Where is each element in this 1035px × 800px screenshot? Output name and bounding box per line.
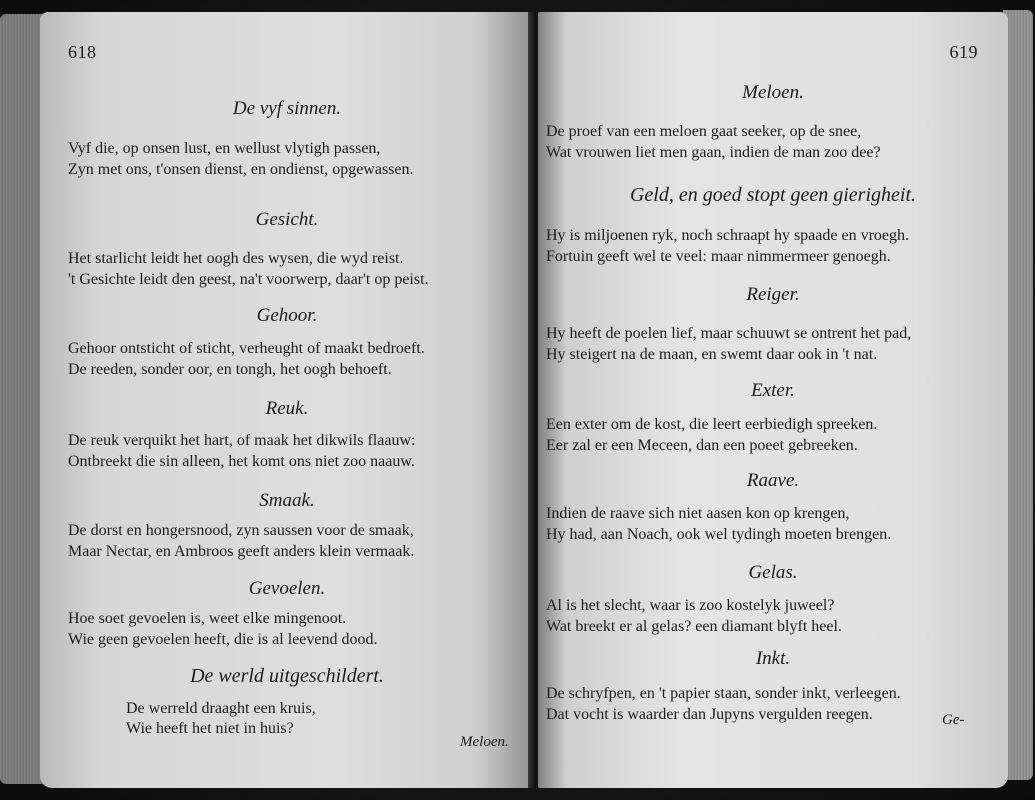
verse-line: Maar Nectar, en Ambroos geeft anders klein vermaak. — [68, 543, 415, 560]
verse-line: Zyn met ons, t'onsen dienst, en ondienst, opgewassen. — [68, 161, 414, 178]
page-number: 619 — [949, 42, 978, 62]
section-heading: Gelas. — [748, 562, 798, 583]
verse-line: Hoe soet gevoelen is, weet elke mingenoot. — [68, 610, 347, 627]
section-heading: Raave. — [746, 470, 800, 491]
catchword: Ge- — [942, 712, 965, 728]
verse-line: De schryfpen, en 't papier staan, sonder inkt, verleegen. — [546, 685, 901, 702]
verse-line: Fortuin geeft wel te veel: maar nimmermeer genoegh. — [546, 248, 891, 265]
section-heading: De werld uitgeschildert. — [190, 665, 384, 687]
catchword: Meloen. — [460, 734, 509, 750]
verse-line: Wie geen gevoelen heeft, die is al leevend dood. — [68, 631, 378, 648]
section-heading: Geld, en goed stopt geen gierigheit. — [629, 184, 917, 206]
verse-line: Wat vrouwen liet men gaan, indien de man zoo dee? — [546, 144, 881, 161]
section-heading: Inkt. — [755, 648, 791, 669]
verse-line: Indien de raave sich niet aasen kon op krengen, — [546, 505, 850, 522]
section-heading: Smaak. — [259, 490, 315, 511]
verse-line: Gehoor ontsticht of sticht, verheught of maakt bedroeft. — [68, 340, 425, 357]
left-page — [40, 12, 534, 788]
section-heading: Gesicht. — [255, 209, 319, 230]
verse-line: Hy heeft de poelen lief, maar schuuwt se ontrent het pad, — [546, 325, 912, 342]
verse-line: De proef van een meloen gaat seeker, op de snee, — [546, 123, 862, 140]
page-number: 618 — [68, 42, 97, 62]
verse-line: Het starlicht leidt het oogh des wysen, die wyd reist. — [68, 250, 404, 267]
section-heading: Gehoor. — [256, 305, 318, 326]
verse-line: Wat breekt er al gelas? een diamant blyft heel. — [546, 618, 842, 635]
verse-line: De dorst en hongersnood, zyn saussen voor de smaak, — [68, 522, 414, 539]
verse-line: Hy had, aan Noach, ook wel tydingh moeten brengen. — [546, 526, 892, 543]
section-heading: Exter. — [751, 380, 795, 401]
verse-line: Wie heeft het niet in huis? — [126, 720, 294, 737]
verse-line: Al is het slecht, waar is zoo kostelyk juweel? — [546, 597, 835, 614]
verse-line: De reeden, sonder oor, en tongh, het oogh behoeft. — [68, 361, 392, 378]
verse-line: Hy is miljoenen ryk, noch schraapt hy spaade en vroegh. — [546, 227, 910, 244]
section-heading: Meloen. — [742, 82, 804, 103]
section-heading: Reuk. — [265, 398, 309, 419]
verse-line: De werreld draaght een kruis, — [126, 700, 316, 717]
verse-line: Ontbreekt die sin alleen, het komt ons niet zoo naauw. — [68, 453, 415, 470]
section-heading: Gevoelen. — [248, 578, 326, 599]
verse-line: Hy steigert na de maan, en swemt daar ook in 't nat. — [546, 346, 878, 363]
verse-line: Eer zal er een Meceen, dan een poeet gebreeken. — [546, 437, 858, 454]
verse-line: Vyf die, op onsen lust, en wellust vlytigh passen, — [68, 140, 381, 157]
section-heading: De vyf sinnen. — [232, 98, 342, 119]
verse-line: De reuk verquikt het hart, of maak het dikwils flaauw: — [68, 432, 416, 449]
verse-line: Dat vocht is waarder dan Jupyns vergulden reegen. — [546, 706, 873, 723]
right-page — [538, 12, 1008, 788]
verse-line: Een exter om de kost, die leert eerbiedigh spreeken. — [546, 416, 878, 433]
section-heading: Reiger. — [746, 284, 800, 305]
verse-line: 't Gesichte leidt den geest, na't voorwerp, daar't op peist. — [68, 271, 429, 288]
